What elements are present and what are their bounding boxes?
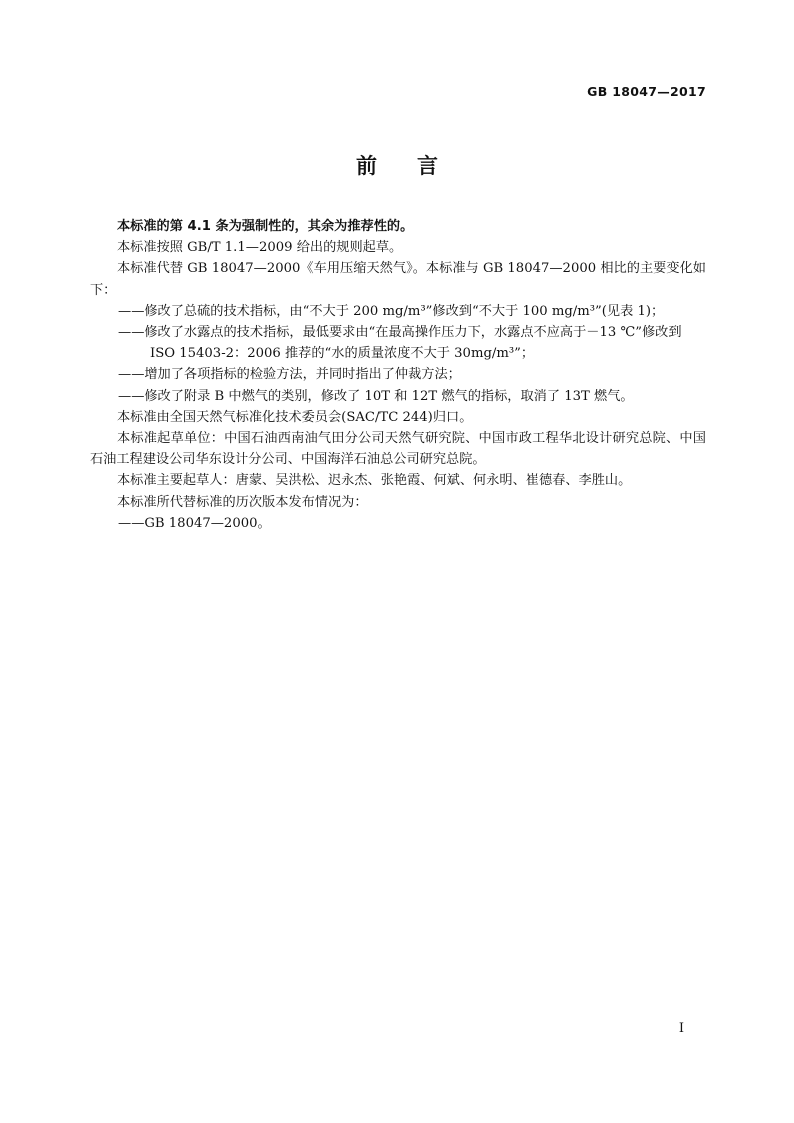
- change-item-annex-b: ——修改了附录 B 中燃气的类别，修改了 10T 和 12T 燃气的指标，取消了 13T 燃气。: [118, 388, 634, 404]
- history-paragraph: 本标准所代替标准的历次版本发布情况为：: [117, 494, 368, 510]
- change-item-test-methods: ——增加了各项指标的检验方法，并同时指出了仲裁方法；: [118, 367, 461, 383]
- drafting-rules-paragraph: 本标准按照 GB/T 1.1—2009 给出的规则起草。: [117, 240, 403, 256]
- history-item: ——GB 18047—2000。: [118, 515, 271, 531]
- standard-code: GB 18047—2017: [587, 84, 706, 99]
- replacement-paragraph: 本标准代替 GB 18047—2000《车用压缩天然气》。本标准与 GB 18047—2000 相比的主要变化如下：: [90, 261, 706, 298]
- drafting-units-paragraph: 本标准起草单位：中国石油西南油气田分公司天然气研究院、中国市政工程华北设计研究总院、中国石油工程建设公司华东设计分公司、中国海洋石油总公司研究总院。: [90, 431, 706, 468]
- page-number: I: [678, 1021, 684, 1036]
- page-title: 前言: [356, 154, 478, 178]
- change-item-dew-point: ——修改了水露点的技术指标，最低要求由“在最高操作压力下，水露点不应高于－13 ℃”修改到 ISO 15403-2：2006 推荐的“水的质量浓度不大于 30mg/m³”；: [118, 325, 682, 362]
- change-item-sulfur: ——修改了总硫的技术指标，由“不大于 200 mg/m³”修改到“不大于 100 mg/m³”(见表 1)；: [118, 303, 665, 319]
- foreword-body: [90, 216, 706, 534]
- mandatory-clause-paragraph: 本标准的第 4.1 条为强制性的，其余为推荐性的。: [117, 219, 414, 234]
- drafters-paragraph: 本标准主要起草人：唐蒙、吴洪松、迟永杰、张艳霞、何斌、何永明、崔德春、李胜山。: [117, 473, 632, 489]
- committee-paragraph: 本标准由全国天然气标准化技术委员会(SAC/TC 244)归口。: [117, 409, 473, 425]
